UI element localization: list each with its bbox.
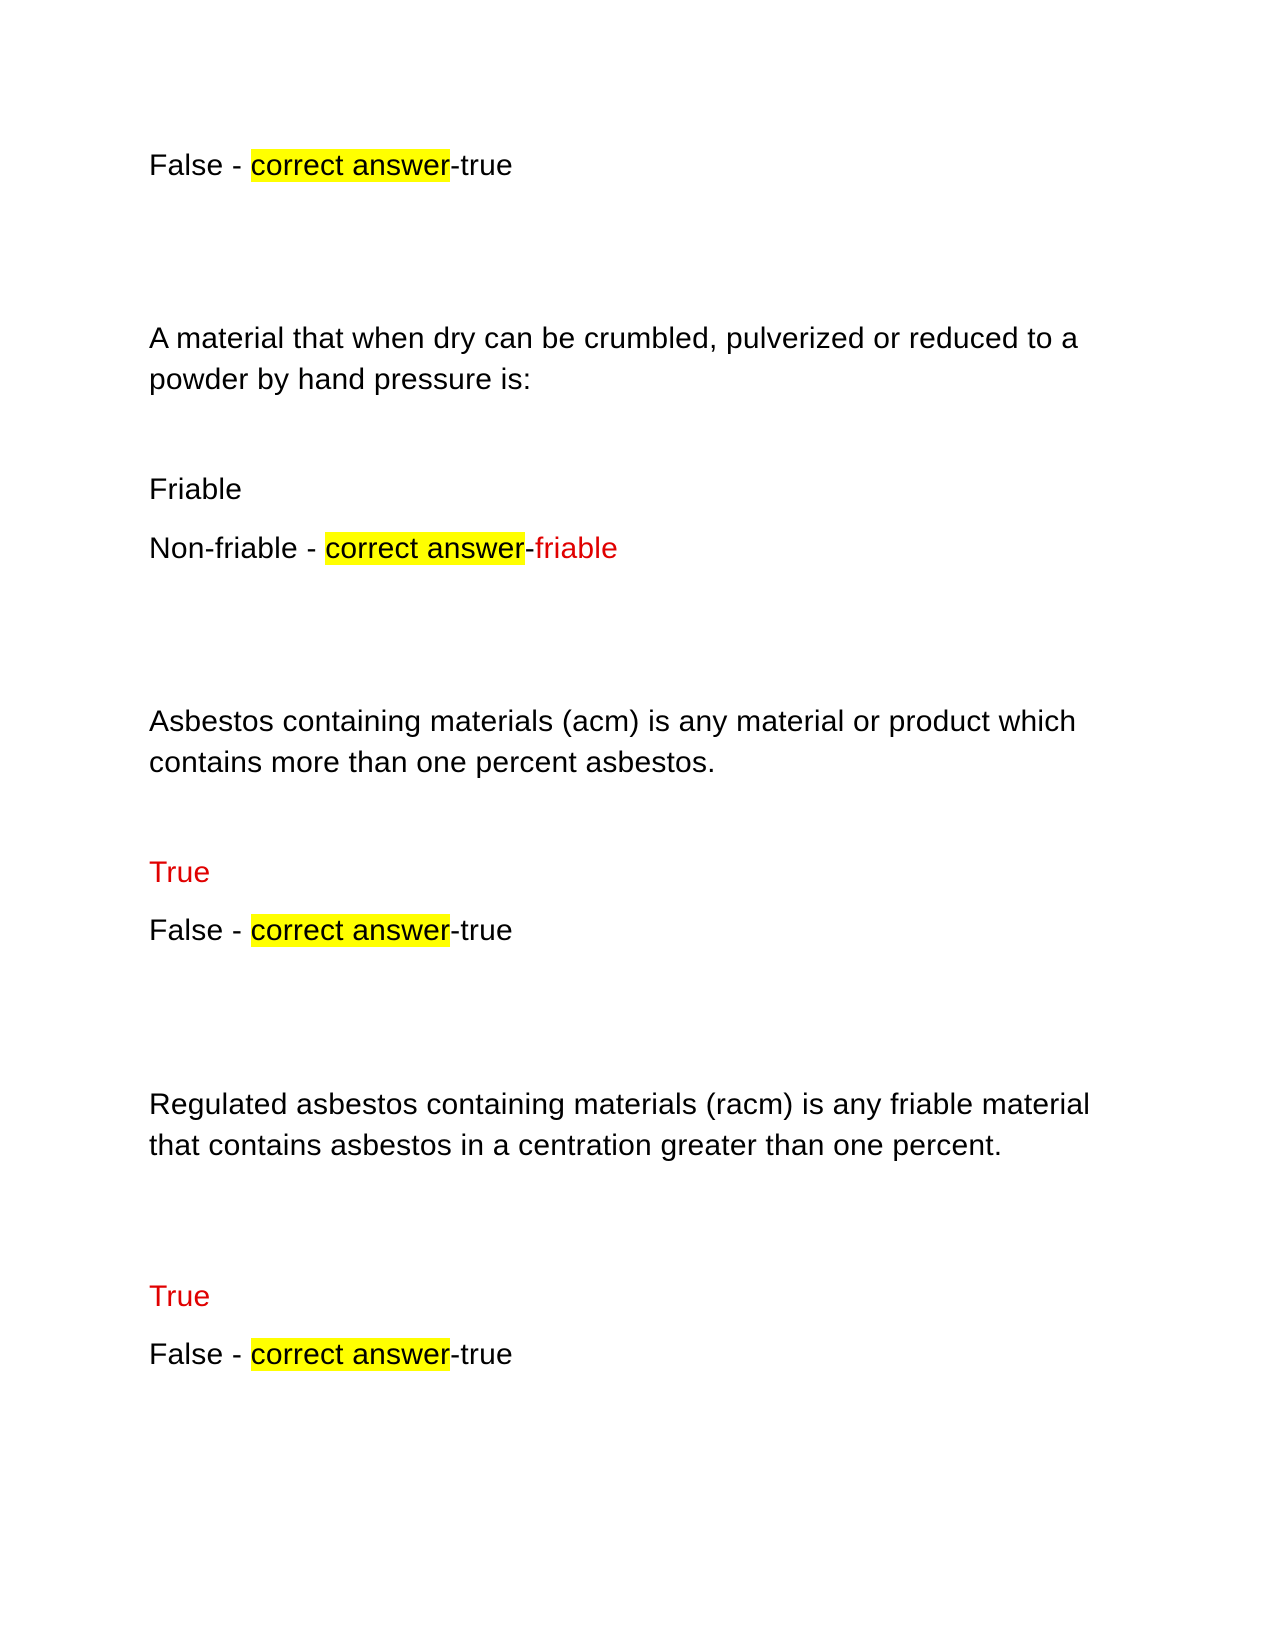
option-text: False <box>149 1338 224 1371</box>
question-text: A material that when dry can be crumbled, pulverized or reduced to a powder by hand pressure is: <box>149 322 1079 396</box>
option-line <box>149 853 210 893</box>
dash: - <box>450 149 461 182</box>
option-line <box>149 1277 210 1317</box>
option-text: False <box>149 914 224 947</box>
correct-answer-marker: correct answer <box>325 532 525 565</box>
separator: - <box>223 1338 251 1371</box>
option-line <box>149 470 242 510</box>
option-text: False <box>149 149 224 182</box>
answer-value: true <box>460 149 513 182</box>
question-text: Regulated asbestos containing materials (racm) is any friable material that contains asbestos in a centration greater than one percent. <box>149 1088 1091 1162</box>
dash: - <box>450 914 461 947</box>
answer-line <box>149 529 618 569</box>
option-text: Friable <box>149 473 243 506</box>
correct-answer-marker: correct answer <box>250 914 451 947</box>
dash: - <box>450 1338 461 1371</box>
answer-value: friable <box>534 532 619 565</box>
answer-value: true <box>460 1338 513 1371</box>
separator: - <box>297 532 326 565</box>
answer-value: true <box>460 914 513 947</box>
dash: - <box>524 532 535 565</box>
option-text: True <box>149 1280 211 1313</box>
correct-answer-marker: correct answer <box>250 1338 451 1371</box>
answer-line <box>149 911 513 951</box>
question-text: Asbestos containing materials (acm) is any material or product which contains more than one percent asbestos. <box>149 705 1077 779</box>
option-text: Non-friable <box>149 532 298 565</box>
separator: - <box>223 149 251 182</box>
correct-answer-marker: correct answer <box>250 149 451 182</box>
answer-line <box>149 1335 513 1375</box>
answer-line <box>149 146 513 186</box>
option-text: True <box>149 856 211 889</box>
separator: - <box>223 914 251 947</box>
